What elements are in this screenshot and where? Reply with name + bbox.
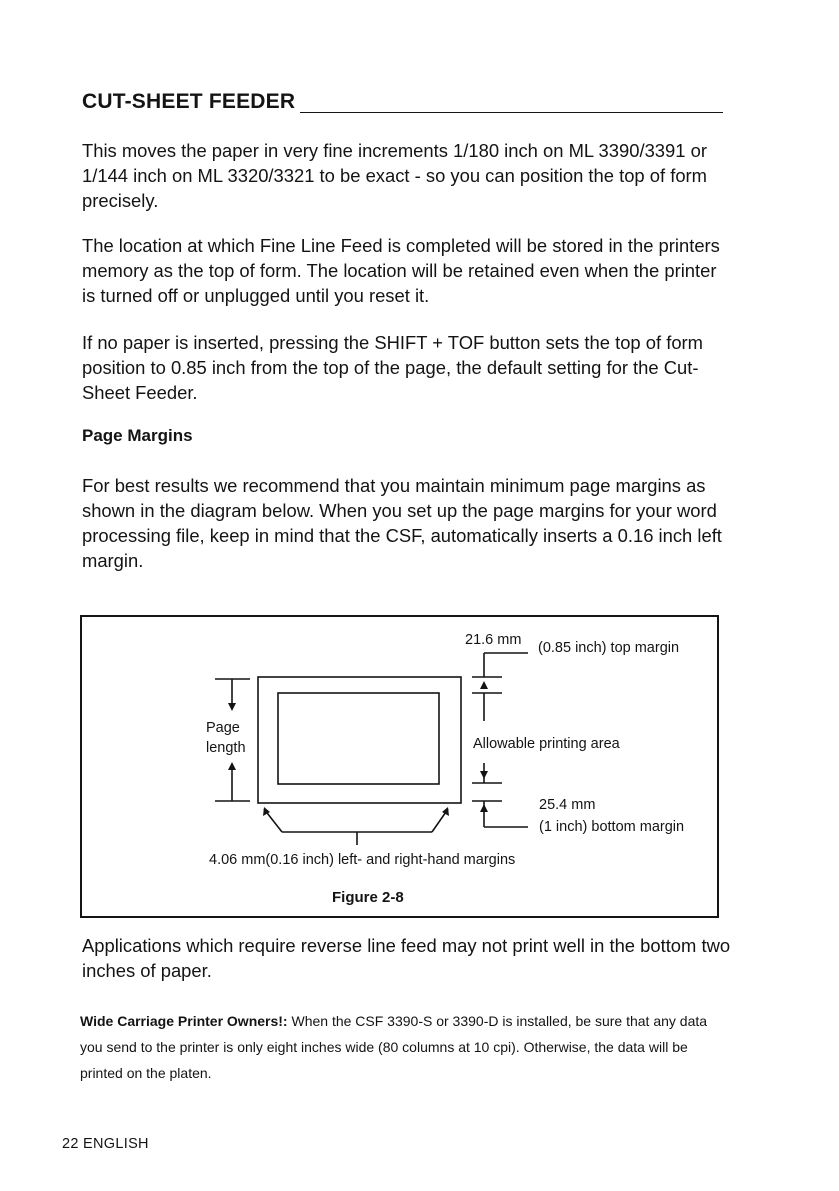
top-margin-label: (0.85 inch) top margin — [538, 640, 680, 656]
bottom-margin-label: (1 inch) bottom margin — [539, 819, 685, 835]
page-margins-heading: Page Margins — [82, 426, 193, 445]
paragraph-fine-increments: This moves the paper in very fine increments 1/180 inch on ML 3390/3391 or 1/144 inch on ML 3320/3321 to be exact - so you can position the top of form precisely. — [82, 140, 708, 211]
top-margin-mm-label: 21.6 mm — [465, 632, 522, 648]
wide-carriage-note-heading: Wide Carriage Printer Owners!: — [80, 1013, 288, 1029]
page-length-label-line1: Page — [206, 720, 240, 736]
bottom-margin-mm-label: 25.4 mm — [539, 797, 596, 813]
paragraph-top-of-form-memory: The location at which Fine Line Feed is completed will be stored in the printers memory as the top of form. The location will be retained even when the printer is turned off or unplugged until you reset it. — [82, 235, 720, 306]
printing-area-box — [278, 693, 439, 784]
printing-area-label: Allowable printing area — [473, 736, 620, 752]
section-title: CUT-SHEET FEEDER — [82, 90, 296, 113]
wide-carriage-note-text: When the CSF 3390-S or 3390-D is installed, be sure that any data you send to the printer is only eight inches wide (80 columns at 10 cpi). Otherwise, the data will be printed on the platen. — [80, 1013, 708, 1081]
wide-carriage-note — [80, 1008, 730, 1086]
page-length-label-line2: length — [206, 740, 246, 756]
title-underline — [300, 112, 723, 113]
reverse-line-feed-paragraph: Applications which require reverse line feed may not print well in the bottom two inches of paper. — [82, 935, 731, 981]
page-margins-paragraph: For best results we recommend that you maintain minimum page margins as shown in the diagram below. When you set up the page margins for your word processing file, keep in mind that the CSF, automatically inserts a 0.16 inch left margin. — [82, 475, 722, 571]
paragraph-default-setting: If no paper is inserted, pressing the SHIFT + TOF button sets the top of form position to 0.85 inch from the top of the page, the default setting for the Cut-Sheet Feeder. — [82, 332, 703, 403]
page-footer: 22 ENGLISH — [62, 1136, 149, 1152]
figure-caption: Figure 2-8 — [332, 889, 404, 906]
side-margins-label: 4.06 mm(0.16 inch) left- and right-hand margins — [209, 852, 516, 868]
figure-2-8 — [80, 615, 719, 918]
page-margins-diagram — [82, 617, 721, 920]
